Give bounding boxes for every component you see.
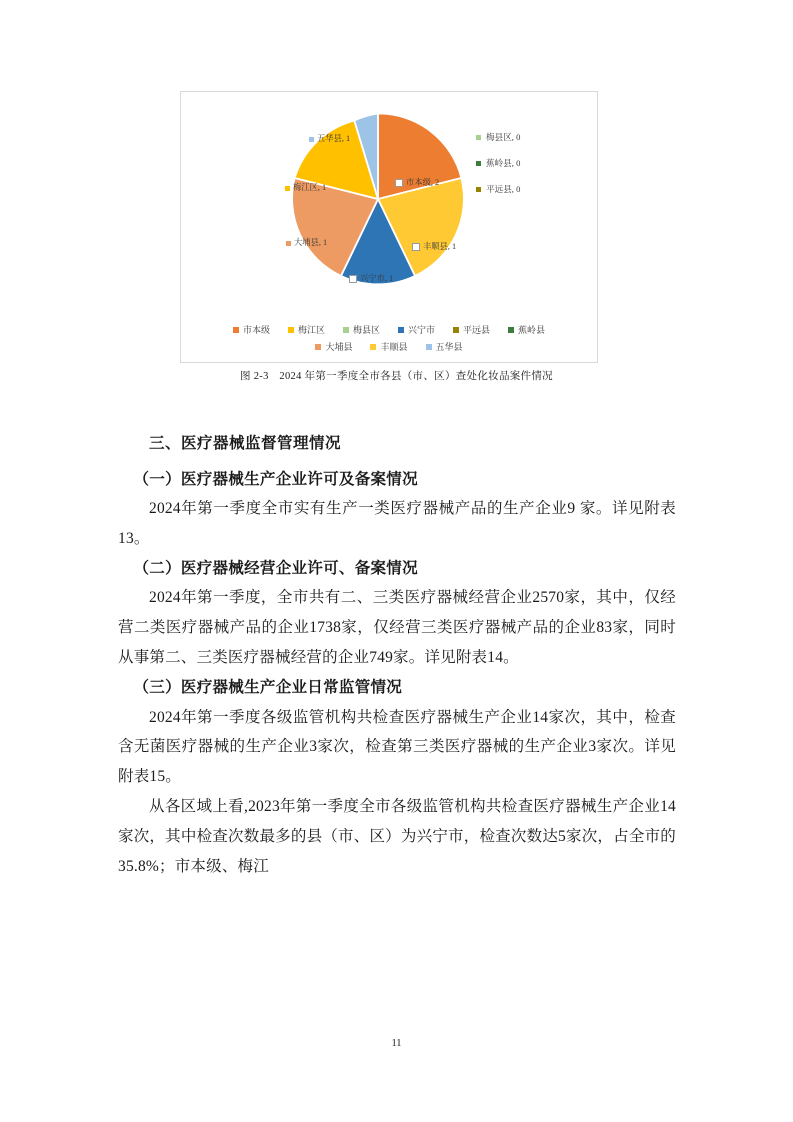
figure-caption: 图 2-3 2024 年第一季度全市各县（市、区）查处化妆品案件情况 (240, 371, 553, 382)
pie-label-marker-dabuxian (286, 241, 291, 246)
legend-label-fengshunxian: 丰顺县 (380, 342, 408, 352)
subsection-3-paragraph-1: 2024年第一季度各级监管机构共检查医疗器械生产企业14家次，其中，检查含无菌医疗器械的生产企业3家次，检查第三类医疗器械的生产企业3家次。详见附表15。 (118, 708, 676, 786)
pie-label-text-dabuxian: 大埔县, 1 (294, 238, 328, 247)
pie-label-text-shibenji: 市本级, 2 (406, 178, 440, 187)
pie-label-wuhuaxian (309, 135, 350, 143)
pie-label-marker-shibenji (395, 179, 403, 187)
legend-item-shibenji (233, 323, 270, 336)
chart-legend (206, 323, 572, 353)
pie-label-marker-xingningshi (349, 275, 357, 283)
subsection-2-paragraph: 2024年第一季度，全市共有二、三类医疗器械经营企业2570家，其中，仅经营二类医疗器械产品的企业1738家，仅经营三类医疗器械产品的企业83家，同时从事第二、三类医疗器械经营的企业749家。详见附表14。 (118, 589, 676, 667)
pie-zero-text-jiaolingxian: 蕉岭县, 0 (486, 158, 521, 168)
legend-item-meijiangqu (288, 323, 325, 336)
pie-zero-label-pingyuanxian (476, 176, 594, 202)
pie-label-text-xingningshi: 兴宁市, 1 (360, 274, 394, 283)
legend-item-jiaolingxian (508, 323, 545, 336)
pie-zero-marker-pingyuanxian (476, 187, 481, 192)
pie-label-dabuxian (286, 239, 327, 247)
pie-label-text-wuhuaxian: 五华县, 1 (317, 134, 351, 143)
pie-label-marker-meijiangqu (285, 186, 290, 191)
section-heading-3: 三、医疗器械监督管理情况 (149, 435, 342, 452)
legend-swatch-dabuxian (315, 344, 321, 350)
legend-item-meixianqu (343, 323, 380, 336)
subsection-heading-3: （三）医疗器械生产企业日常监管情况 (133, 679, 403, 697)
pie-zero-text-pingyuanxian: 平远县, 0 (486, 184, 521, 194)
legend-label-shibenji: 市本级 (242, 325, 270, 335)
pie-zero-label-jiaolingxian (476, 150, 594, 176)
pie-zero-labels (476, 124, 594, 202)
subsection-heading-2: （二）医疗器械经营企业许可、备案情况 (133, 559, 418, 577)
pie-label-meijiangqu (285, 184, 326, 192)
legend-swatch-meixianqu (343, 327, 349, 333)
legend-swatch-xingningshi (398, 327, 404, 333)
legend-swatch-meijiangqu (288, 327, 294, 333)
legend-swatch-jiaolingxian (508, 327, 514, 333)
legend-label-dabuxian: 大埔县 (325, 342, 353, 352)
pie-zero-text-meixianqu: 梅县区, 0 (486, 132, 521, 142)
pie-label-xingningshi (349, 275, 393, 283)
pie-label-fengshunxian (412, 243, 456, 251)
legend-swatch-shibenji (233, 327, 239, 333)
legend-label-meijiangqu: 梅江区 (297, 325, 325, 335)
legend-item-dabuxian (315, 340, 352, 353)
pie-label-text-meijiangqu: 梅江区, 1 (293, 183, 327, 192)
subsection-heading-1: （一）医疗器械生产企业许可及备案情况 (133, 470, 418, 488)
pie-zero-label-meixianqu (476, 124, 594, 150)
legend-label-meixianqu: 梅县区 (352, 325, 380, 335)
legend-label-jiaolingxian: 蕉岭县 (518, 325, 546, 335)
pie-chart (180, 91, 598, 363)
subsection-3-paragraph-2: 从各区域上看,2023年第一季度全市各级监管机构共检查医疗器械生产企业14家次，其中检查次数最多的县（市、区）为兴宁市，检查次数达5家次，占全市的35.8%；市本级、梅江 (118, 798, 676, 876)
pie-label-shibenji (395, 179, 439, 187)
pie-label-marker-wuhuaxian (309, 137, 314, 142)
pie-zero-marker-meixianqu (476, 135, 481, 140)
figure-2-3 (180, 91, 598, 363)
legend-item-fengshunxian (370, 340, 407, 353)
legend-swatch-wuhuaxian (426, 344, 432, 350)
pie-label-marker-fengshunxian (412, 243, 420, 251)
pie-label-text-fengshunxian: 丰顺县, 1 (423, 242, 457, 251)
subsection-1-paragraph: 2024年第一季度全市实有生产一类医疗器械产品的生产企业9 家。详见附表13。 (118, 500, 676, 548)
legend-label-wuhuaxian: 五华县 (435, 342, 463, 352)
document-body (118, 430, 676, 882)
legend-item-wuhuaxian (426, 340, 463, 353)
legend-swatch-pingyuanxian (453, 327, 459, 333)
page-number: 11 (391, 1038, 402, 1049)
legend-item-pingyuanxian (453, 323, 490, 336)
legend-item-xingningshi (398, 323, 435, 336)
legend-label-xingningshi: 兴宁市 (408, 325, 436, 335)
pie-zero-marker-jiaolingxian (476, 161, 481, 166)
legend-label-pingyuanxian: 平远县 (463, 325, 491, 335)
legend-swatch-fengshunxian (370, 344, 376, 350)
